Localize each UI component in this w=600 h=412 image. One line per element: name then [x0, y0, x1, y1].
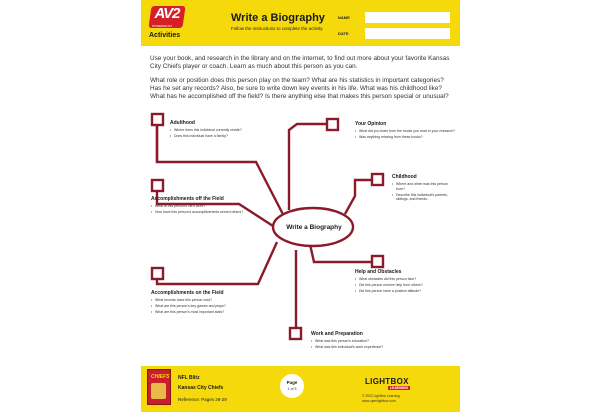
- childhood-checkbox: [372, 174, 383, 185]
- node-work-preparation-title: Work and Preparation: [311, 331, 363, 337]
- node-adulthood-item: • Does this individual have a family?: [170, 134, 270, 139]
- node-accomplishments-on-list: [151, 298, 241, 316]
- date-label: DATE: [338, 31, 349, 36]
- center-label: Write a Biography: [286, 224, 342, 231]
- intro-paragraph-1: Use your book, and research in the library and on the internet, to find out more about your favorite Kansas City Chiefs player or coach. Learn as much about this person as you can.: [150, 55, 450, 71]
- node-accomplishments-off-item: • How have this person's accomplishments served others?: [151, 210, 251, 215]
- copyright: [362, 394, 400, 403]
- website-link[interactable]: www.openlightbox.com: [362, 398, 396, 403]
- node-help-obstacles-item: • What obstacles did this person face?: [355, 277, 457, 282]
- page-indicator: [280, 374, 304, 398]
- accomplishments-off-checkbox: [152, 180, 163, 191]
- footer-bar: [141, 366, 460, 412]
- copyright-text: © 2022 Lightbox Learning: [362, 394, 400, 398]
- node-childhood-list: [392, 182, 456, 203]
- node-childhood-title: Childhood: [392, 174, 417, 180]
- node-help-obstacles-item: • Did this person have a positive attitude?: [355, 289, 457, 294]
- work-preparation-checkbox: [290, 328, 301, 339]
- node-adulthood-item: • Where does this individual currently reside?: [170, 128, 270, 133]
- help-obstacles-checkbox: [372, 256, 383, 267]
- lightbox-learning-tag: LEARNING: [390, 386, 409, 390]
- series-name: NFL Blitz: [178, 375, 200, 381]
- page-reference: Reference: Pages 28-29: [178, 397, 227, 402]
- node-your-opinion-item: • What did you learn from the books you read in your research?: [355, 129, 457, 134]
- your-opinion-checkbox: [327, 119, 338, 130]
- av2-logo-text: AV2: [154, 5, 180, 22]
- node-work-preparation-item: • What was this individual's work experience?: [311, 345, 451, 350]
- node-help-obstacles-list: [355, 277, 457, 295]
- node-work-preparation-list: [311, 339, 451, 351]
- av2-logo-subtext: POWERED BY: [152, 24, 173, 28]
- node-accomplishments-off-list: [151, 204, 251, 216]
- node-accomplishments-on-title: Accomplishments on the Field: [151, 290, 224, 296]
- node-accomplishments-on-item: • What are this person's most important stats?: [151, 310, 241, 315]
- node-your-opinion-title: Your Opinion: [355, 121, 387, 127]
- node-work-preparation-item: • What was this person's education?: [311, 339, 451, 344]
- book-cover: [147, 369, 171, 405]
- node-childhood-item: • Where and when was this person born?: [392, 182, 456, 191]
- worksheet-instructions: Follow the instructions to complete the activity.: [231, 26, 324, 31]
- node-accomplishments-off-item: • What is this person's life's work?: [151, 204, 251, 209]
- section-label: Activities: [149, 32, 181, 39]
- node-accomplishments-on-item: • What records does this person hold?: [151, 298, 241, 303]
- name-label: NAME: [338, 15, 350, 20]
- branch-childhood: [345, 180, 375, 214]
- node-accomplishments-on-item: • What are this person's key games and plays?: [151, 304, 241, 309]
- worksheet-page: [141, 0, 460, 412]
- worksheet-title: Write a Biography: [231, 12, 325, 24]
- node-help-obstacles-item: • Did this person receive help from others?: [355, 283, 457, 288]
- node-childhood-item: • Describe this individual's parents, siblings, and friends.: [392, 193, 456, 202]
- node-your-opinion-list: [355, 129, 457, 141]
- node-adulthood-title: Adulthood: [170, 120, 195, 126]
- page-label: Page: [286, 380, 298, 385]
- node-your-opinion-item: • Was anything missing from these books?: [355, 135, 457, 140]
- adulthood-checkbox: [152, 114, 163, 125]
- accomplishments-on-checkbox: [152, 268, 163, 279]
- intro-paragraph-2: What role or position does this person play on the team? What are his statistics in important categories? Has he set any records? Also, be sure to write down key events in his life. What was his childhood like? What has he accomplished off the field? Is there anything else that makes this person special or unusual?: [150, 76, 449, 101]
- lightbox-logo: LIGHTBOX: [365, 377, 409, 386]
- book-title: Kansas City Chiefs: [178, 385, 224, 391]
- book-cover-title: CHIEFS: [151, 374, 170, 380]
- branch-accomplishments-on: [157, 242, 277, 284]
- node-adulthood-list: [170, 128, 270, 140]
- node-accomplishments-off-title: Accomplishments off the Field: [151, 196, 224, 202]
- node-help-obstacles-title: Help and Obstacles: [355, 269, 402, 275]
- branch-your-opinion: [289, 124, 333, 210]
- page-count: 1 of 5: [287, 387, 297, 391]
- book-cover-image: [151, 383, 166, 399]
